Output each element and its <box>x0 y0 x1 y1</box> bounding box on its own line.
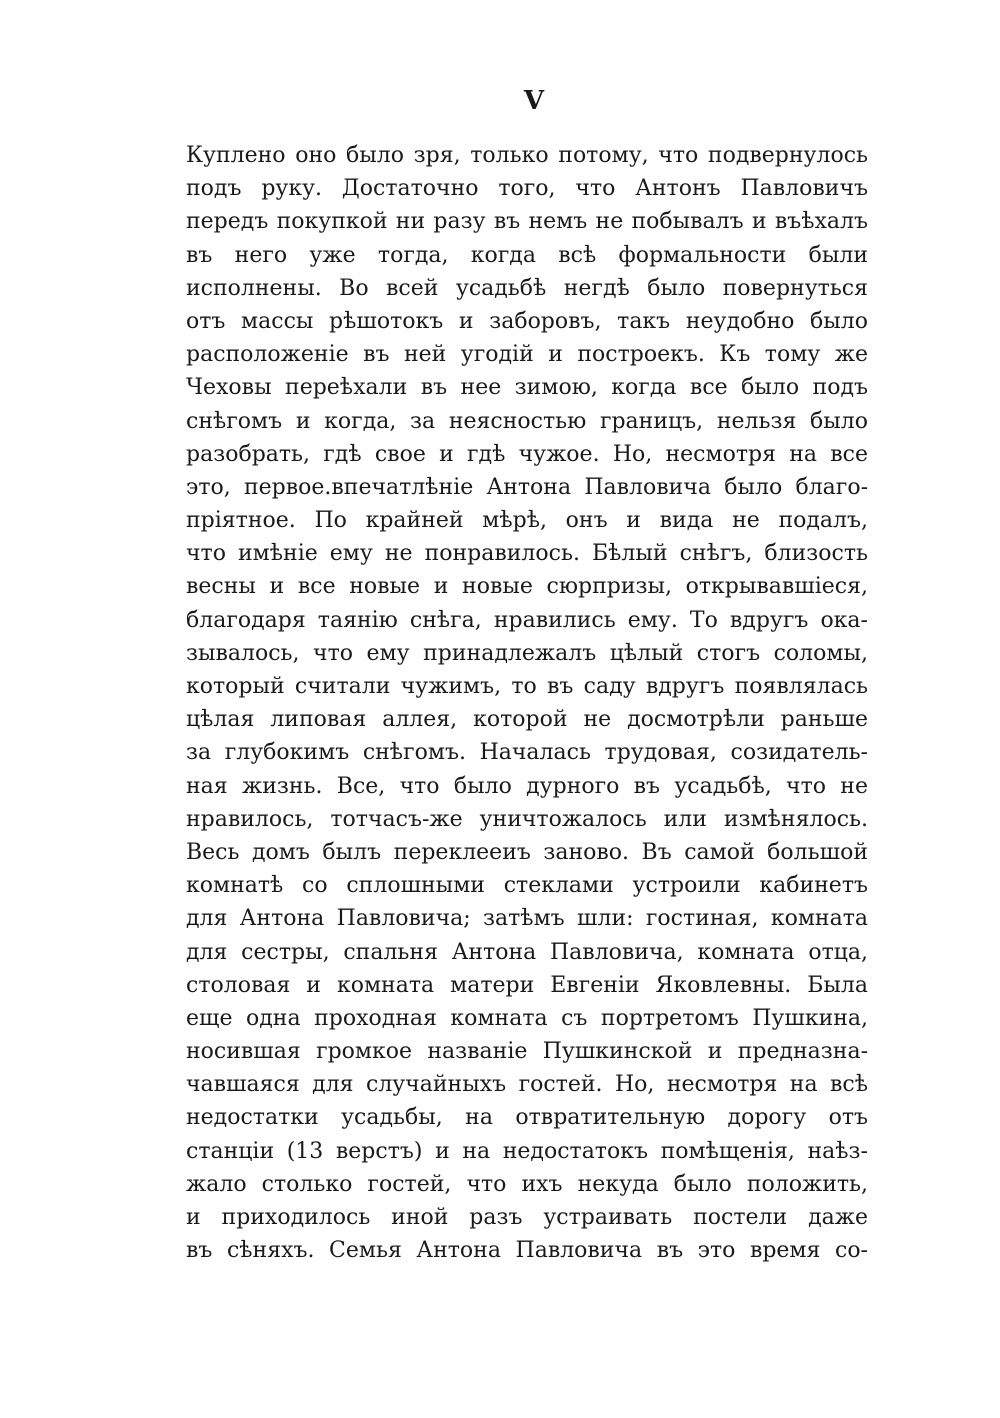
text-line: подъ руку. Достаточно того, что Антонъ Павловичъ <box>186 176 868 202</box>
text-line: что имѣнiе ему не понравилось. Бѣлый снѣгъ, близость <box>186 541 868 567</box>
text-line: весны и все новые и новые сюрпризы, открывавшiеся, <box>186 574 868 600</box>
text-line: чавшаяся для случайныхъ гостей. Но, несмотря на всѣ <box>186 1072 868 1098</box>
text-line: Куплено оно было зря, только потому, что подвернулось <box>186 143 868 168</box>
text-line: для сестры, спальня Антона Павловича, комната отца, <box>186 939 868 965</box>
text-line: который считали чужимъ, то въ саду вдругъ появлялась <box>186 674 868 699</box>
text-line: ная жизнь. Все, что было дурного въ усадьбѣ, что не <box>186 773 868 799</box>
text-line: и приходилось иной разъ устраивать постели даже <box>186 1205 868 1230</box>
text-line: зывалось, что ему принадлежалъ цѣлый стогъ соломы, <box>186 640 868 666</box>
text-line: исполнены. Во всей усадьбѣ негдѣ было повернуться <box>186 275 868 301</box>
text-line: Весь домъ былъ переклееиъ заново. Въ самой большой <box>186 839 868 865</box>
text-line: благодаря таянiю снѣга, нравились ему. То вдругъ ока- <box>186 607 868 633</box>
text-line: носившая громкое названiе Пушкинской и предназна- <box>186 1039 868 1065</box>
text-line: разобрать, гдѣ свое и гдѣ чужое. Но, несмотря на все <box>186 441 868 467</box>
text-line: отъ массы рѣшотокъ и заборовъ, такъ неудобно было <box>186 308 868 334</box>
text-line: нравилось, тотчасъ-же уничтожалось или измѣнялось. <box>186 806 868 832</box>
chapter-number: V <box>523 86 545 116</box>
text-line: еще одна проходная комната съ портретомъ Пушкина, <box>186 1005 868 1031</box>
text-line: передъ покупкой ни разу въ немъ не побывалъ и въѣхалъ <box>186 209 868 235</box>
text-line: столовая и комната матери Евгенiи Яковлевны. Была <box>186 972 868 998</box>
text-line: Чеховы переѣхали въ нее зимою, когда все было подъ <box>186 375 868 401</box>
text-line: въ сѣняхъ. Семья Антона Павловича въ это время со- <box>186 1238 868 1264</box>
text-line: жало столько гостей, что ихъ некуда было положить, <box>186 1171 868 1197</box>
text-line: это, первое.впечатлѣнiе Антона Павловича было благо- <box>186 474 868 500</box>
body-text <box>186 139 868 1267</box>
text-line: въ него уже тогда, когда всѣ формальности были <box>186 242 868 268</box>
text-line: за глубокимъ снѣгомъ. Началась трудовая, созидатель- <box>186 740 868 766</box>
text-line: для Антона Павловича; затѣмъ шли: гостиная, комната <box>186 906 868 932</box>
text-line: снѣгомъ и когда, за неясностью границъ, нельзя было <box>186 408 868 434</box>
text-line: недостатки усадьбы, на отвратительную дорогу отъ <box>186 1105 868 1131</box>
text-line: станцiи (13 верстъ) и на недостатокъ помѣщенiя, наѣз- <box>186 1138 868 1164</box>
text-line: цѣлая липовая аллея, которой не досмотрѣли раньше <box>186 707 868 733</box>
text-line: расположенiе въ ней угодiй и построекъ. Къ тому же <box>186 342 868 368</box>
text-line: прiятное. По крайней мѣрѣ, онъ и вида не подалъ, <box>186 508 868 534</box>
text-line: комнатѣ со сплошными стеклами устроили кабинетъ <box>186 873 868 899</box>
